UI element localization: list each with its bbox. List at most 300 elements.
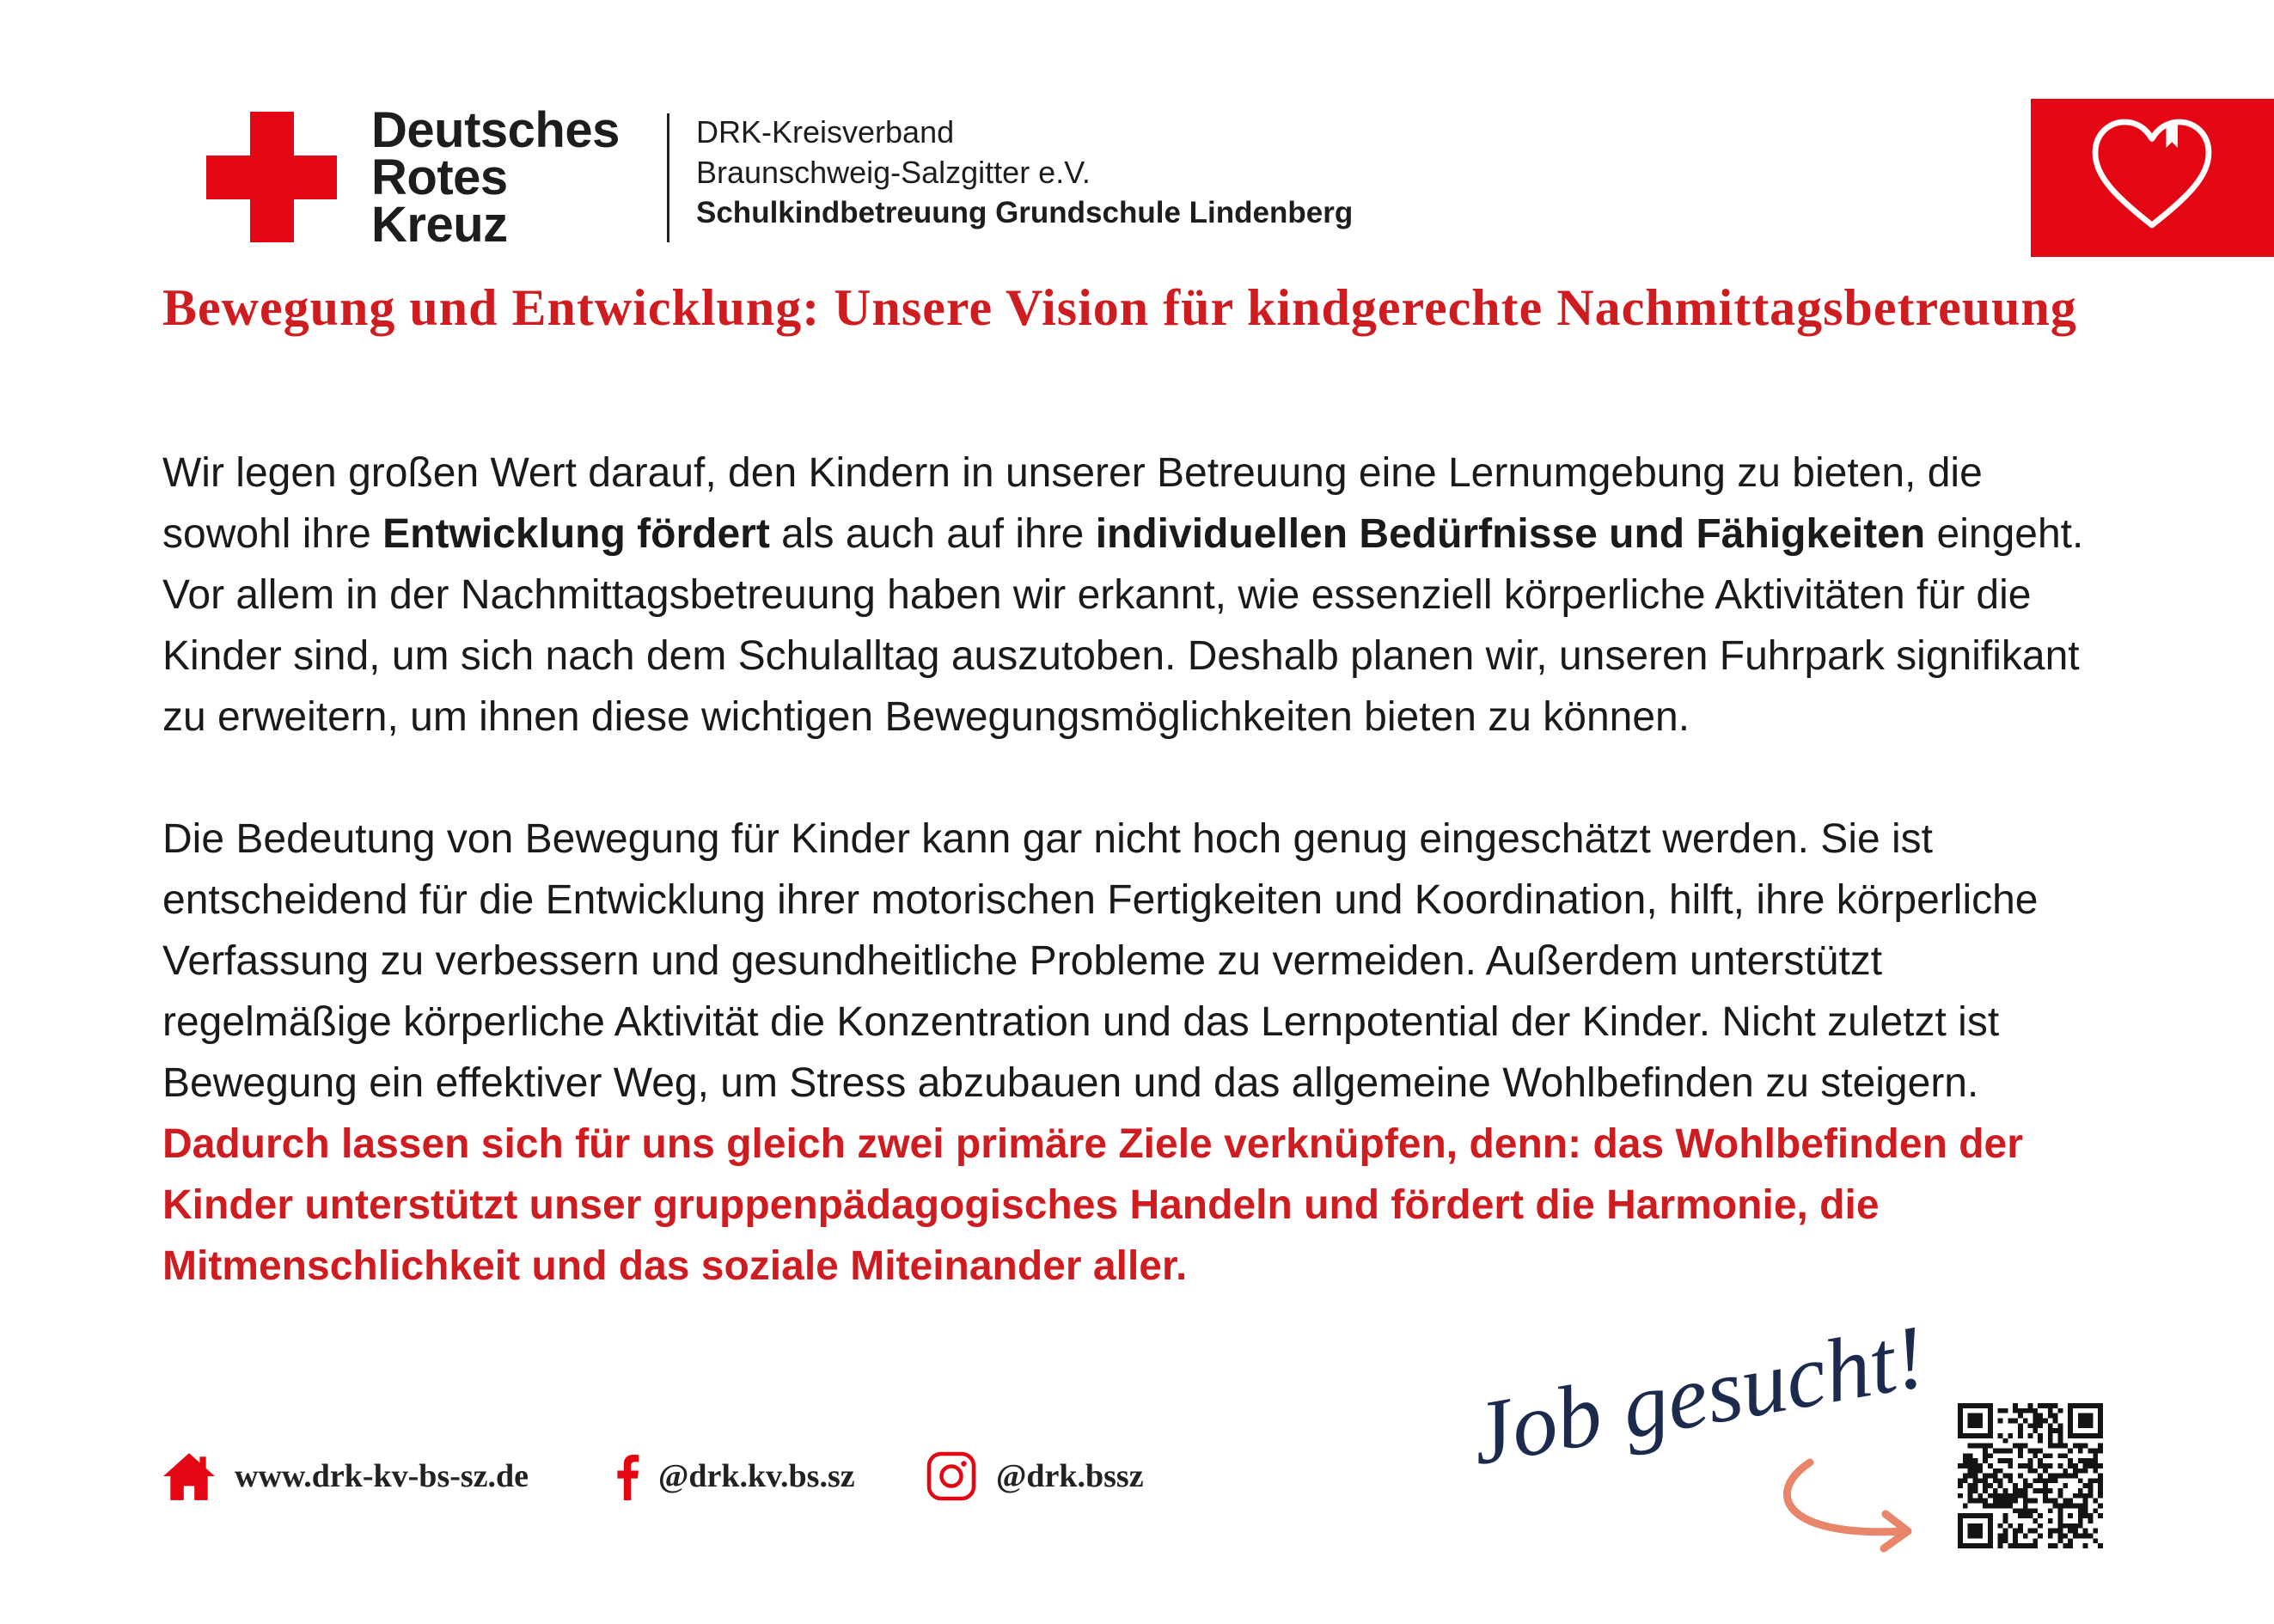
highlight-text: Dadurch lassen sich für uns gleich zwei primäre Ziele verknüpfen, denn: das Wohlbefinden der [162,1121,2023,1167]
qr-module [2018,1523,2023,1529]
qr-module [2002,1538,2008,1543]
qr-module [2083,1504,2088,1509]
qr-module [2018,1513,2023,1518]
qr-module [1988,1463,1993,1468]
qr-module [2073,1444,2078,1449]
qr-module [2048,1499,2053,1504]
qr-module [2033,1453,2038,1458]
text-segment: sowohl ihre [162,511,383,557]
qr-module [1958,1538,1963,1543]
qr-module [2028,1463,2033,1468]
home-icon [162,1451,216,1501]
qr-module [2083,1499,2088,1504]
qr-module [1988,1413,1993,1419]
qr-module [2068,1538,2073,1543]
qr-module [2088,1483,2094,1488]
qr-module [1988,1444,1993,1449]
qr-module [2013,1488,2018,1493]
qr-module [2028,1513,2033,1518]
qr-module [2008,1504,2013,1509]
qr-module [1968,1453,1973,1458]
qr-module [2002,1474,2008,1479]
qr-module [1993,1493,1998,1499]
qr-module [2018,1423,2023,1428]
qr-module [2083,1413,2088,1419]
qr-module [1958,1513,1963,1518]
qr-module [2053,1478,2058,1483]
qr-module [1978,1523,1983,1529]
qr-module [1963,1463,1968,1468]
qr-module [2078,1423,2083,1428]
qr-module [2038,1478,2043,1483]
qr-module [2093,1463,2098,1468]
qr-module [2043,1403,2048,1408]
qr-module [1963,1504,1968,1509]
qr-module [2058,1529,2063,1534]
qr-module [2033,1538,2038,1543]
qr-module [2098,1418,2103,1423]
qr-module [2098,1433,2103,1438]
qr-module [1958,1478,1963,1483]
qr-module [2083,1513,2088,1518]
qr-module [2028,1499,2033,1504]
qr-module [2073,1529,2078,1534]
qr-module [2063,1474,2068,1479]
qr-module [1978,1418,1983,1423]
qr-module [2008,1523,2013,1529]
qr-module [2063,1543,2068,1548]
qr-module [2018,1508,2023,1513]
qr-module [1972,1458,1978,1463]
qr-module [2038,1463,2043,1468]
qr-module [2048,1438,2053,1444]
qr-module [2053,1474,2058,1479]
qr-module [1998,1418,2003,1423]
qr-module [1963,1543,1968,1548]
qr-module [2008,1543,2013,1548]
qr-module [1972,1468,1978,1474]
qr-module [1968,1423,1973,1428]
qr-module [1968,1534,1973,1539]
qr-module [2028,1403,2033,1408]
qr-module [1983,1433,1988,1438]
qr-module [2083,1444,2088,1449]
text-line [162,1114,2083,1175]
qr-module [2048,1403,2053,1408]
qr-module [1978,1413,1983,1419]
qr-module [1963,1478,1968,1483]
qr-module [2073,1523,2078,1529]
body-text [162,443,2083,1297]
qr-module [1998,1538,2003,1543]
qr-module [1972,1534,1978,1539]
qr-module [1968,1529,1973,1534]
qr-module [2058,1534,2063,1539]
qr-module [1988,1534,1993,1539]
header-divider [667,113,669,242]
qr-module [2002,1513,2008,1518]
text-line [162,992,2083,1053]
qr-module [2083,1534,2088,1539]
facebook-handle[interactable]: @drk.kv.bs.sz [658,1458,855,1494]
qr-module [1978,1463,1983,1468]
qr-module [1963,1458,1968,1463]
qr-module [1978,1529,1983,1534]
qr-module [2083,1529,2088,1534]
qr-module [2068,1504,2073,1509]
qr-module [2058,1463,2063,1468]
qr-module [2023,1543,2028,1548]
qr-module [2033,1508,2038,1513]
qr-module [2073,1534,2078,1539]
qr-module [2033,1478,2038,1483]
qr-module [2018,1408,2023,1413]
qr-module [1983,1448,1988,1453]
qr-module [2083,1543,2088,1548]
qr-module [2002,1448,2008,1453]
text-segment: eingeht. [1925,511,2084,557]
qr-module [2083,1423,2088,1428]
qr-module [2048,1529,2053,1534]
qr-module [2053,1499,2058,1504]
qr-module [2018,1463,2023,1468]
qr-module [1972,1444,1978,1449]
qr-module [2043,1488,2048,1493]
qr-module [1968,1458,1973,1463]
qr-module [1983,1444,1988,1449]
qr-module [1958,1433,1963,1438]
qr-module [2028,1529,2033,1534]
qr-module [2058,1453,2063,1458]
qr-module [2073,1403,2078,1408]
text-segment: regelmäßige körperliche Aktivität die Konzentration und das Lernpotential der Kinder. Nicht zuletzt ist [162,999,2000,1045]
qr-module [2033,1413,2038,1419]
qr-module [2053,1543,2058,1548]
qr-module [1968,1523,1973,1529]
qr-module [2002,1408,2008,1413]
qr-module [2098,1478,2103,1483]
qr-module [2088,1478,2094,1483]
qr-module [2098,1413,2103,1419]
qr-module [2058,1474,2063,1479]
qr-module [2063,1523,2068,1529]
heart-badge [2031,99,2274,257]
qr-module [2088,1403,2094,1408]
qr-module [2038,1418,2043,1423]
qr-module [2063,1444,2068,1449]
qr-module [2002,1529,2008,1534]
qr-module [1963,1474,1968,1479]
qr-module [1988,1529,1993,1534]
text-line [162,931,2083,992]
qr-module [2058,1408,2063,1413]
qr-module [2058,1508,2063,1513]
qr-module [2073,1433,2078,1438]
qr-module [1998,1433,2003,1438]
qr-module [2063,1534,2068,1539]
qr-module [2093,1508,2098,1513]
qr-module [1988,1403,1993,1408]
qr-module [1983,1474,1988,1479]
qr-module [2013,1418,2018,1423]
qr-module [2043,1483,2048,1488]
qr-module [2068,1403,2073,1408]
qr-module [2083,1483,2088,1488]
facebook-link[interactable] [615,1450,855,1502]
qr-module [1988,1423,1993,1428]
qr-module [1993,1499,1998,1504]
qr-module [1958,1463,1963,1468]
qr-module [2078,1468,2083,1474]
qr-module [1958,1534,1963,1539]
qr-module [1983,1488,1988,1493]
logo-word-kreuz: Kreuz [371,197,508,253]
qr-module [2033,1448,2038,1453]
qr-module [1998,1499,2003,1504]
qr-module [1968,1483,1973,1488]
highlight-text: Kinder unterstützt unser gruppenpädagogisches Handeln und fördert die Harmonie, die [162,1182,1880,1228]
qr-module [2093,1458,2098,1463]
text-line [162,443,2083,504]
qr-module [2083,1458,2088,1463]
qr-module [1988,1504,1993,1509]
qr-module [2068,1418,2073,1423]
qr-module [2008,1448,2013,1453]
qr-module [1983,1478,1988,1483]
qr-module [1988,1493,1993,1499]
qr-module [2038,1438,2043,1444]
qr-module [1993,1448,1998,1453]
qr-module [2023,1463,2028,1468]
qr-module [1958,1518,1963,1523]
qr-module [2088,1534,2094,1539]
qr-module [1988,1523,1993,1529]
text-segment: zu erweitern, um ihnen diese wichtigen Bewegungsmöglichkeiten bieten zu können. [162,694,1690,740]
qr-module [1993,1478,1998,1483]
qr-module [2033,1499,2038,1504]
qr-module [2023,1508,2028,1513]
qr-module [2088,1493,2094,1499]
qr-module [1998,1534,2003,1539]
qr-module [2028,1483,2033,1488]
qr-module [2088,1433,2094,1438]
text-line [162,809,2083,870]
qr-module [2048,1428,2053,1433]
qr-module [2013,1493,2018,1499]
qr-module [2098,1428,2103,1433]
qr-module [2043,1493,2048,1499]
qr-module [2088,1418,2094,1423]
qr-module [1963,1433,1968,1438]
text-segment: Bewegung ein effektiver Weg, um Stress abzubauen und das allgemeine Wohlbefinden zu steigern. [162,1060,1979,1106]
qr-module [2038,1433,2043,1438]
qr-module [2058,1523,2063,1529]
qr-module [1963,1453,1968,1458]
qr-module [2023,1483,2028,1488]
qr-module [2013,1508,2018,1513]
text-line [162,687,2083,748]
qr-module [2078,1413,2083,1419]
qr-module [2058,1518,2063,1523]
qr-module [1972,1513,1978,1518]
qr-module [1978,1513,1983,1518]
qr-module [2038,1474,2043,1479]
qr-module [2048,1508,2053,1513]
qr-module [2063,1499,2068,1504]
qr-module [2028,1433,2033,1438]
qr-module [2073,1504,2078,1509]
qr-module [2078,1534,2083,1539]
qr-module [1988,1538,1993,1543]
qr-module [2053,1504,2058,1509]
qr-module [2078,1448,2083,1453]
qr-module [1958,1423,1963,1428]
qr-module [1972,1418,1978,1423]
qr-module [1988,1428,1993,1433]
qr-module [2068,1458,2073,1463]
qr-module [2058,1488,2063,1493]
qr-module [2053,1418,2058,1423]
qr-module [2013,1403,2018,1408]
qr-module [1972,1413,1978,1419]
qr-module [1972,1478,1978,1483]
text-segment: Kinder sind, um sich nach dem Schulalltag auszutoben. Deshalb planen wir, unseren Fuhrpark signifikant [162,633,2080,679]
qr-module [2002,1488,2008,1493]
qr-module [1983,1403,1988,1408]
qr-module [2048,1453,2053,1458]
qr-module [2043,1499,2048,1504]
qr-module [1978,1499,1983,1504]
qr-module [1968,1463,1973,1468]
facebook-icon [615,1452,639,1500]
qr-module [2013,1538,2018,1543]
qr-module [2043,1418,2048,1423]
qr-module [2013,1483,2018,1488]
qr-module [2078,1433,2083,1438]
qr-module [1988,1483,1993,1488]
qr-module [1978,1478,1983,1483]
qr-module [2098,1483,2103,1488]
qr-module [2098,1448,2103,1453]
qr-module [1968,1403,1973,1408]
qr-module [1988,1418,1993,1423]
qr-module [1993,1474,1998,1479]
qr-module [2078,1444,2083,1449]
qr-module [2023,1493,2028,1499]
qr-module [1972,1403,1978,1408]
qr-module [1958,1523,1963,1529]
qr-module [1963,1403,1968,1408]
instagram-link[interactable] [926,1450,1144,1502]
instagram-icon [926,1450,977,1502]
qr-module [2098,1493,2103,1499]
qr-module [2028,1458,2033,1463]
qr-module [2083,1418,2088,1423]
paragraph-movement [162,809,2083,1297]
qr-module [2002,1499,2008,1504]
qr-module [2018,1444,2023,1449]
qr-module [2033,1488,2038,1493]
qr-module [2013,1444,2018,1449]
qr-module [2033,1543,2038,1548]
paragraph-vision [162,443,2083,748]
qr-module [2078,1478,2083,1483]
qr-module [2068,1428,2073,1433]
qr-module [2083,1433,2088,1438]
qr-module [1972,1423,1978,1428]
qr-module [2023,1534,2028,1539]
qr-module [1998,1478,2003,1483]
qr-module [2053,1529,2058,1534]
qr-module [1978,1534,1983,1539]
qr-module [2068,1523,2073,1529]
instagram-handle[interactable]: @drk.bssz [996,1458,1144,1494]
org-region: Braunschweig-Salzgitter e.V. [696,155,1091,190]
qr-module [2093,1453,2098,1458]
qr-module [1958,1428,1963,1433]
qr-module [2033,1423,2038,1428]
qr-module [2098,1474,2103,1479]
curved-arrow-icon [1753,1452,1925,1564]
qr-module [2098,1408,2103,1413]
qr-module [1968,1499,1973,1504]
qr-module [1958,1418,1963,1423]
qr-module [2002,1458,2008,1463]
qr-module [2073,1493,2078,1499]
qr-module [2018,1488,2023,1493]
org-unit: Schulkindbetreuung Grundschule Lindenberg [696,196,1354,229]
qr-module [1978,1433,1983,1438]
qr-module [2063,1504,2068,1509]
qr-module [2038,1534,2043,1539]
qr-module [2098,1488,2103,1493]
qr-module [1988,1513,1993,1518]
website-text[interactable]: www.drk-kv-bs-sz.de [235,1458,529,1494]
qr-module [1958,1493,1963,1499]
qr-code[interactable] [1958,1403,2103,1548]
qr-module [2053,1413,2058,1419]
qr-module [2048,1488,2053,1493]
qr-module [2028,1543,2033,1548]
qr-module [1988,1474,1993,1479]
qr-module [1968,1474,1973,1479]
qr-module [2023,1488,2028,1493]
logo-word-rotes: Rotes [371,150,508,205]
text-segment: als auch auf ihre [769,511,1096,557]
qr-module [2068,1513,2073,1518]
text-line [162,870,2083,931]
qr-module [2058,1513,2063,1518]
text-segment: Wir legen großen Wert darauf, den Kindern in unserer Betreuung eine Lernumgebung zu bieten, die [162,450,1983,496]
qr-module [2058,1433,2063,1438]
qr-module [2058,1504,2063,1509]
qr-module [2098,1403,2103,1408]
qr-module [2048,1433,2053,1438]
qr-module [2093,1468,2098,1474]
qr-module [2083,1493,2088,1499]
qr-module [2008,1418,2013,1423]
qr-module [2023,1444,2028,1449]
qr-module [2018,1428,2023,1433]
qr-module [2023,1418,2028,1423]
qr-module [1998,1458,2003,1463]
qr-module [2038,1423,2043,1428]
qr-module [2018,1433,2023,1438]
qr-module [2023,1408,2028,1413]
website-link[interactable] [162,1450,529,1502]
qr-module [1993,1468,1998,1474]
qr-module [2038,1413,2043,1419]
